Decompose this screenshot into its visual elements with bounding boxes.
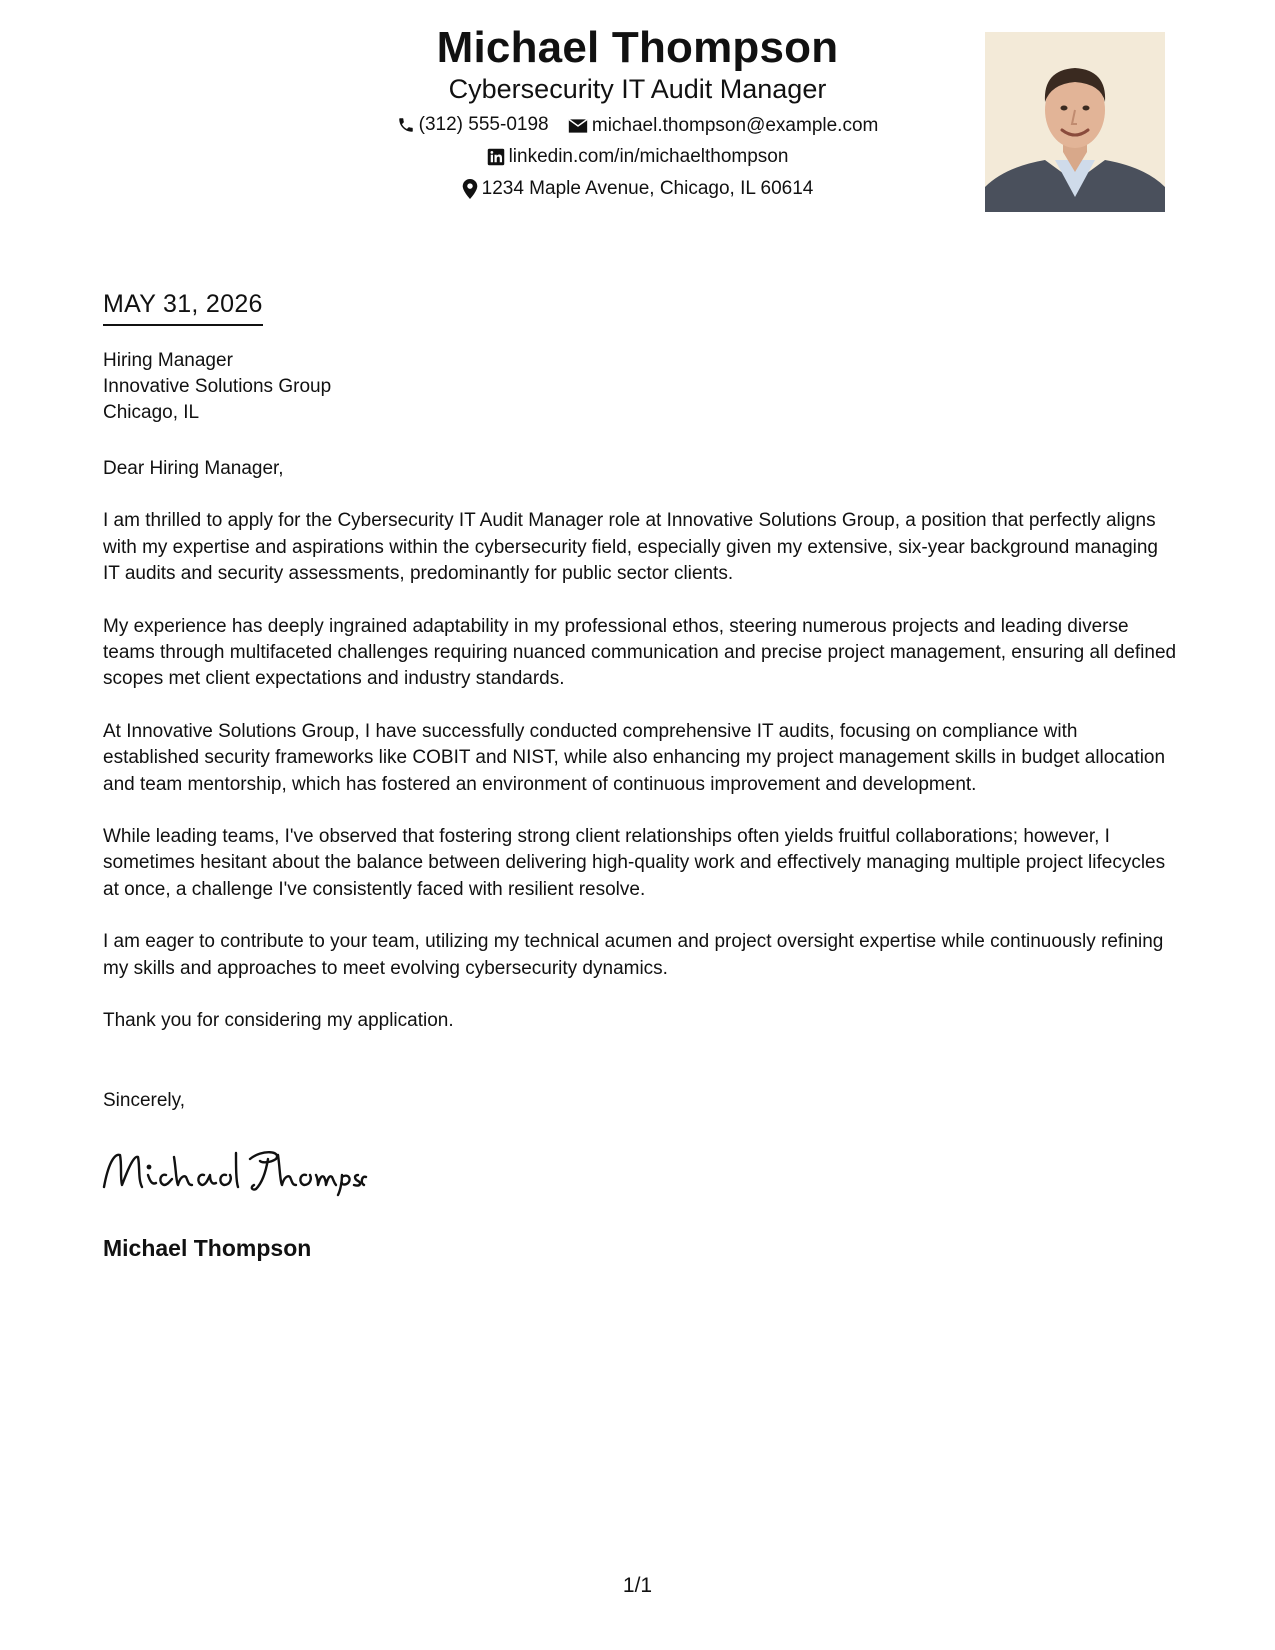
recipient-line: Chicago, IL: [103, 402, 200, 423]
body-paragraph: I am eager to contribute to your team, utilizing my technical acumen and project oversight expertise while continuously refining my skills and approaches to meet evolving cybersecurity dynamics.: [103, 931, 1164, 979]
contact-phone[interactable]: [397, 112, 549, 138]
signature-image: [100, 1145, 370, 1197]
portrait-illustration: [985, 32, 1165, 212]
map-pin-icon: [462, 179, 478, 199]
linkedin-text: linkedin.com/in/michaelthompson: [508, 146, 789, 167]
body-paragraph: Thank you for considering my application.: [103, 1010, 454, 1032]
profile-photo: [985, 32, 1165, 212]
linkedin-icon: [487, 148, 505, 166]
recipient-block: [103, 348, 331, 426]
applicant-name: Michael Thompson: [436, 23, 839, 72]
page-number: 1/1: [622, 1574, 653, 1597]
body-paragraph: My experience has deeply ingrained adaptability in my professional ethos, steering numerous projects and leading diverse teams through multifaceted challenges requiring nuanced communication and precise project management, ensuring all defined scopes met client expectations and industry standards.: [103, 615, 1177, 690]
phone-text: (312) 555-0198: [418, 114, 549, 135]
body-paragraph: I am thrilled to apply for the Cybersecurity IT Audit Manager role at Innovative Solutions Group, a position that perfectly aligns with my expertise and aspirations within the cybersecurity field, especially given my extensive, six-year background managing IT audits and security assessments, predominantly for public sector clients.: [103, 510, 1159, 585]
contact-linkedin[interactable]: [487, 144, 789, 170]
body-paragraph: While leading teams, I've observed that fostering strong client relationships often yields fruitful collaborations; however, I sometimes hesitant about the balance between delivering high-quality work and effectively managing multiple project lifecycles at once, a challenge I've consistently faced with resilient resolve.: [103, 826, 1166, 900]
phone-icon: [397, 116, 415, 134]
body-paragraph: At Innovative Solutions Group, I have successfully conducted comprehensive IT audits, focusing on compliance with established security frameworks like COBIT and NIST, while also enhancing my project management skills in budget allocation and team mentorship, which has fostered an environment of continuous improvement and development.: [103, 720, 1166, 795]
salutation: Dear Hiring Manager,: [103, 458, 284, 479]
envelope-icon: [568, 118, 588, 134]
closing: Sincerely,: [103, 1090, 186, 1111]
email-text: michael.thompson@example.com: [591, 115, 879, 136]
recipient-line: Hiring Manager: [103, 350, 233, 371]
letter-body: [103, 456, 1178, 1061]
contact-email[interactable]: [568, 113, 878, 139]
letter-date: MAY 31, 2026: [103, 288, 263, 326]
recipient-line: Innovative Solutions Group: [103, 376, 332, 397]
contact-address: [462, 176, 814, 202]
printed-name: Michael Thompson: [103, 1235, 312, 1261]
address-text: 1234 Maple Avenue, Chicago, IL 60614: [481, 178, 814, 199]
applicant-title: Cybersecurity IT Audit Manager: [448, 74, 827, 104]
